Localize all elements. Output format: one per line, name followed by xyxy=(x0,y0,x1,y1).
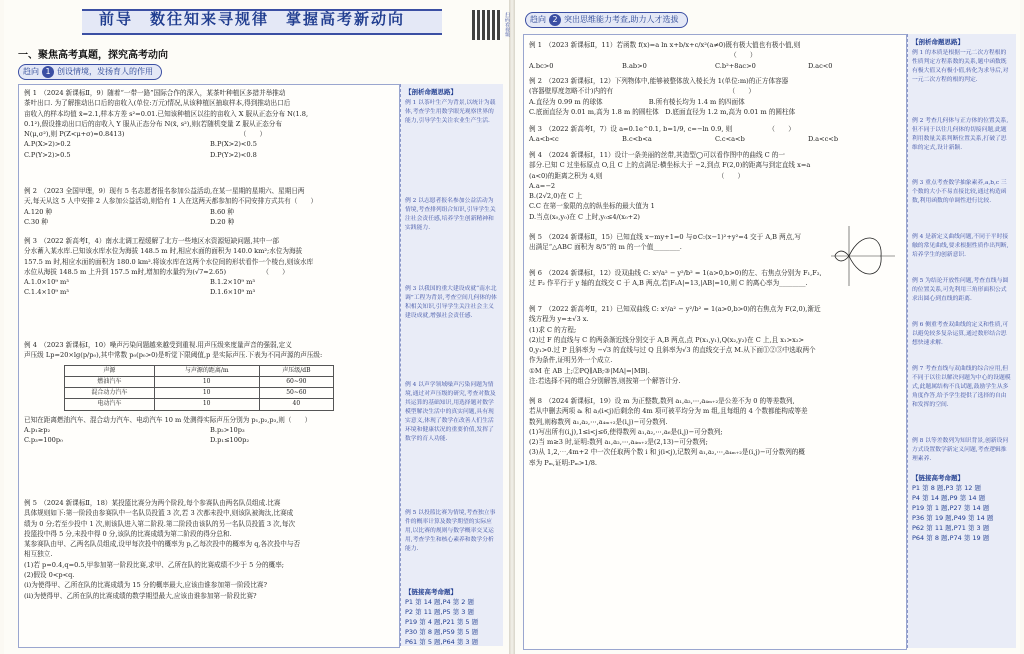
analysis-sidebar xyxy=(907,34,1016,648)
example-1 xyxy=(24,88,396,160)
ex8-line: 若从中删去两项 aᵢ 和 aⱼ(i<j)后剩余的 4m 项可被平均分为 m 组,且每组的 4 个数都能构成等差 xyxy=(529,407,808,416)
ex8-line: 数列,则称数列 a₁,a₂,⋯,a₄ₘ₊₂是(i,j)−可分数列. xyxy=(529,417,668,426)
note-5: 例 5 为结论开放性问题,考查直线与圆的位置关系,可先利用三角形面积公式求出圆心到直线的距离. xyxy=(912,278,1009,302)
ex1-line: N(μ,σ²),则 P(Z<μ+σ)≈0.8413) （ ） xyxy=(24,130,267,139)
option: B.p₂>10p₃ xyxy=(210,426,245,435)
table-cell: 40 xyxy=(259,399,333,410)
link-item[interactable]: P4 第 14 题,P9 第 14 题 xyxy=(912,494,986,502)
option: A.bc>0 xyxy=(529,61,554,70)
link-item[interactable]: P61 第 5 题,P64 第 3 题 xyxy=(405,638,479,646)
ex5-line: 出满足“△ABC 面积为 8/5”的 m 的一个值________. xyxy=(529,243,682,252)
note-4: 例 4 是新定义曲线问题,不同于平时接触的常见曲线,要求根据性质作出判断,培养学生的创新意识. xyxy=(912,234,1009,258)
ex8-line: 例 8 （2024 新课标Ⅰ，19）设 m 为正整数,数列 a₁,a₂,⋯,a₄ₘ₊₂是公差不为 0 的等差数列, xyxy=(529,397,795,405)
ex1-line: （ ） xyxy=(529,51,757,60)
option: D.ac<0 xyxy=(808,61,833,70)
option: B.ab>0 xyxy=(622,61,647,70)
ex7-line: 例 7 （2022 新高考Ⅱ，21）已知双曲线 C: x²/a² − y²/b² = 1(a>0,b>0)的右焦点为 F(2,0),渐近 xyxy=(529,305,821,313)
example-r5 xyxy=(529,232,901,253)
option: C.c<a<b xyxy=(715,135,745,144)
ex4-line: A.a=−2 xyxy=(529,181,556,190)
ex8-line: (2)当 m≥3 时,证明:数列 a₁,a₂,⋯,a₄ₘ₊₂是(2,13)−可分数列; xyxy=(529,438,708,447)
note-3: 例 3 重点考查数学抽象素养,a,b,c 三个数的大小不易直接比较,通过构造函数,利用函数的单调性进行比较. xyxy=(912,180,1007,204)
example-r3 xyxy=(529,124,901,145)
note-4: 例 4 以声学领域噪声污染问题为情境,通过对声压级的研究,考查对数及其运算的基础知识,用选择题对数学模型解决生活中的真实问题,具有现实意义,体现了数学在改善人们生活环境和健康状况的重要价值,发挥了数学的育人功能. xyxy=(405,382,496,442)
link-item[interactable]: P1 第 14 题,P4 第 2 题 xyxy=(405,598,474,606)
ex2-line: 例 2 （2023 新课标Ⅰ，12）下列物体中,能够被整体放入棱长为 1(单位:m)的正方体容器 xyxy=(529,77,789,85)
ex1-options xyxy=(24,139,396,149)
note-1: 例 1 以茶叶生产为背景,以统计为载体,考查学生用数学眼光观察世界的能力,引导学生关注农业生产生活. xyxy=(405,100,496,124)
right-page xyxy=(515,0,1020,654)
ex4-line: 已知在距离燃油汽车、混合动力汽车、电动汽车 10 m 处测得实际声压分别为 p₁,p₂,p₃,则（ ） xyxy=(24,415,312,424)
trend-number: 1 xyxy=(42,66,54,78)
exam-links xyxy=(405,587,499,647)
option: B.1.2×10⁹ m³ xyxy=(210,278,255,287)
table-header: 与声源的距离/m xyxy=(154,365,259,376)
option: D.p₁≤100p₂ xyxy=(210,436,249,445)
option: A.1.0×10⁹ m³ xyxy=(24,278,69,287)
ex1-line: 茶叶出口. 为了解推动出口后的亩收入(单位:万元)情况,从该种植区抽取样本,得到推动出口后 xyxy=(24,99,291,108)
link-item[interactable]: P36 第 19 题,P49 第 14 题 xyxy=(912,514,994,522)
ex3-line: 157.5 m 时,相应水面的面积为 180.0 km².将该水库在这两个水位间的形状看作一个棱台,则该水库 xyxy=(24,257,314,266)
note-7: 例 7 考查直线与双曲线的综合应用,但不同于以往以解决问题为中心的设题模式,此题属结构不良试题,鼓励学生从多角度作答,给予学生提供了选择的自由和发挥的空间. xyxy=(912,366,1011,408)
links-heading: 【链接高考命题】 xyxy=(405,588,457,596)
ex4-line: (a<0)的距离之积为 4,则 （ ） xyxy=(529,171,745,180)
page-header xyxy=(4,0,509,40)
link-item[interactable]: P2 第 11 题,P5 第 3 题 xyxy=(405,608,474,616)
table-cell: 50~60 xyxy=(259,388,333,399)
ex1-options xyxy=(24,150,396,160)
ex4-options xyxy=(24,435,396,445)
ex1-options xyxy=(529,61,901,71)
example-r8 xyxy=(529,396,901,468)
example-4 xyxy=(24,340,396,446)
ex8-line: (3)从 1,2,⋯,4m+2 中一次任取两个数 i 和 j(i<j),记数列 a₁,a₂,⋯,a₄ₘ₊₂是(i,j)−可分数列的概 xyxy=(529,448,805,457)
table-cell: 10 xyxy=(154,388,259,399)
exam-links xyxy=(912,473,1012,543)
ex4-line: B.(2√2,0)在 C 上 xyxy=(529,192,583,201)
example-r6 xyxy=(529,268,901,289)
table-header: 声源 xyxy=(65,365,155,376)
ex4-line: 例 4 （2024 新课标Ⅰ，11）设计一条美丽的丝带,其造型◯可以看作图中的曲线 C 的一 xyxy=(529,151,785,159)
example-r4 xyxy=(529,150,901,222)
ex4-line: 部分.已知 C 过坐标原点 O,且 C 上的点满足:横坐标大于 −2,到点 F(2,0)的距离与到定直线 x=a xyxy=(529,161,811,170)
table-header: 声压级/dB xyxy=(259,365,333,376)
link-item[interactable]: P64 第 8 题,P74 第 19 题 xyxy=(912,534,990,542)
note-2: 例 2 以志愿者报名参加公益活动为情境,考查排列组合知识,引导学生关注社会责任感,培养学生创新精神和实践能力. xyxy=(405,198,496,231)
link-item[interactable]: P30 第 8 题,P59 第 5 题 xyxy=(405,628,479,636)
ex5-line: 相互独立. xyxy=(24,550,53,559)
links-heading: 【链接高考命题】 xyxy=(912,474,964,482)
analysis-sidebar xyxy=(400,84,503,646)
ex5-line: 绩为 0 分;若至少投中 1 次,则该队进入第二阶段.第二阶段由该队的另一名队员投篮 3 次,每次 xyxy=(24,519,296,528)
ex2-options xyxy=(24,217,396,227)
left-page xyxy=(4,0,509,654)
ex3-options xyxy=(529,134,901,144)
table-cell: 10 xyxy=(154,376,259,387)
ex7-line: 作为条件,证明另外一个成立. xyxy=(529,356,613,365)
section-title: 一、聚焦高考真题，探究高考动向 xyxy=(18,50,168,61)
trend-text: 创设情境，发扬育人的作用 xyxy=(57,67,153,76)
ex5-line: 某参赛队由甲、乙两名队员组成,设甲每次投中的概率为 p,乙每次投中的概率为 q,各次投中与否 xyxy=(24,540,301,549)
qr-code-icon[interactable] xyxy=(472,10,502,40)
ex2-line: A.直径为 0.99 m 的球体 B.所有棱长均为 1.4 m 的四面体 xyxy=(529,97,745,106)
note-5: 例 5 以投篮比赛为情境,考查独立事件的概率计算及数学期望的实际应用,以比赛的规则与数学概率交叉运用,考查学生和核心素养和数学分析能力. xyxy=(405,510,496,552)
ex3-line: 例 3 （2022 新高考Ⅰ，4）南水北调工程缓解了北方一些地区水资源短缺问题,其中一部 xyxy=(24,237,279,245)
trend-1-tag xyxy=(18,64,162,80)
option: A.a<b<c xyxy=(529,135,559,144)
sound-level-table xyxy=(64,365,334,411)
ex5-line: (1)若 p=0.4,q=0.5,甲参加第一阶段比赛,求甲、乙所在队的比赛成绩不少于 5 分的概率; xyxy=(24,560,285,569)
table-cell: 10 xyxy=(154,399,259,410)
option: C.p₃=100p₀ xyxy=(24,436,63,445)
option: A.P(X>2)>0.2 xyxy=(24,140,71,149)
ex5-line: (ⅱ)为使得甲、乙所在队的比赛成绩的数学期望最大,应该由谁参加第一阶段比赛? xyxy=(24,591,257,600)
ex1-line: 亩收入的样本均值 x̄=2.1,样本方差 s²=0.01.已知该种植区以往的亩收入 X 服从正态分布 N(1.8, xyxy=(24,109,309,118)
option: D.P(Y>2)<0.8 xyxy=(210,150,257,159)
ex3-line: 分水蓄入某水库.已知该水库水位为海拔 148.5 m 时,相应水面的面积为 140.0 km²;水位为海拔 xyxy=(24,247,303,256)
ex4-line: 声压级 Lp=20×lg(p/p₀),其中常数 p₀(p₀>0)是听觉下限阈值,p 是实际声压.下表为不同声源的声压级: xyxy=(24,351,323,360)
example-r7 xyxy=(529,304,901,386)
page-title: 前导 数往知来寻规律 掌握高考新动向 xyxy=(99,10,406,28)
option: C.30 种 xyxy=(24,217,48,226)
ex5-line: 具体规则如下:第一阶段由参赛队中一名队员投篮 3 次,若 3 次都未投中,则该队被淘汰,比赛成 xyxy=(24,509,294,518)
ex7-line: ①M 在 AB 上;②PQ∥AB;③|MA|=|MB|. xyxy=(529,366,650,375)
example-2 xyxy=(24,186,396,227)
option: C.b²+8ac>0 xyxy=(715,61,756,70)
ex4-line: C.C 在第一象限的点的纵坐标的最大值为 1 xyxy=(529,202,655,211)
ex6-line: 过 F₂ 作平行于 y 轴的直线交 C 于 A,B 两点,若|F₁A|=13,|AB|=10,则 C 的离心率为________. xyxy=(529,279,808,288)
option: D.a<c<b xyxy=(808,135,839,144)
example-3 xyxy=(24,236,396,298)
option: D.20 种 xyxy=(210,217,235,226)
ex3-options xyxy=(24,287,396,297)
ex2-line: C.底面直径为 0.01 m,高为 1.8 m 的圆柱体 D.底面直径为 1.2 m,高为 0.01 m 的圆柱体 xyxy=(529,107,796,116)
ex8-line: 率为 Pₘ,证明:Pₘ>1/8. xyxy=(529,458,597,467)
ex1-line: 例 1 （2024 新课标Ⅱ，9）随着“一带一路”国际合作的深入，某茶叶种植区多措并举推动 xyxy=(24,89,286,97)
ex2-line: (容器壁厚度忽略不计)内的有 （ ） xyxy=(529,87,756,96)
link-item[interactable]: P19 第 1 题,P27 第 14 题 xyxy=(912,504,990,512)
trend-2-tag xyxy=(525,12,688,28)
table-row xyxy=(65,388,334,399)
ex3-line: 例 3 （2022 新高考Ⅰ，7）设 a=0.1e^0.1, b=1/9, c=−ln 0.9, 则 （ ） xyxy=(529,125,795,133)
note-1: 例 1 的本质是根据一元二次方程根的性质判定方程系数的关系,题中函数既有极大值又有极小值,转化为求导后,对一元二次方程的根的判定. xyxy=(912,50,1009,83)
ex7-line: (1)求 C 的方程; xyxy=(529,325,577,334)
option: B.60 种 xyxy=(210,207,235,216)
ex4-line: D.当点(x₀,y₀)在 C 上时,y₀≤4/(x₀+2) xyxy=(529,212,640,221)
option: C.1.4×10⁹ m³ xyxy=(24,288,69,297)
example-r2 xyxy=(529,76,901,117)
ex1-line: 例 1 （2023 新课标Ⅱ，11）若函数 f(x)=a ln x+b/x+c/x²(a≠0)既有极大值也有极小值,则 xyxy=(529,41,801,49)
ex1-line: 0.1²),假设推动出口后的亩收入 Y 服从正态分布 N(x̄, s²),则(若随机变量 Z 服从正态分布 xyxy=(24,119,282,128)
option: C.P(Y>2)>0.5 xyxy=(24,150,71,159)
table-cell: 燃油汽车 xyxy=(65,376,155,387)
trend-label: 趋向 xyxy=(23,67,39,76)
ex2-line: 天,每天从这 5 人中安排 2 人参加公益活动,则恰有 1 人在这两天都参加的不同安排方式共有（ ） xyxy=(24,197,318,206)
example-5 xyxy=(24,498,396,601)
ex2-options xyxy=(24,207,396,217)
ex5-line: (ⅰ)为使得甲、乙所在队的比赛成绩为 15 分的概率最大,应该由谁参加第一阶段比赛? xyxy=(24,581,268,590)
table-row xyxy=(65,376,334,387)
ex5-line: 例 5 （2024 新课标Ⅱ，18）某投篮比赛分为两个阶段,每个参赛队由两名队员组成.比赛 xyxy=(24,499,281,507)
note-2: 例 2 考查几何体与正方体的位置关系,但不同于以往几何体的切接问题,此题利用数量关系判断位置关系,打破了思维的定式,设计新颖. xyxy=(912,118,1009,151)
note-8: 例 8 以等差数列为知识背景,创新设问方式设置数学新定义问题,考查逻辑推理素养. xyxy=(912,438,1009,462)
ex6-line: 例 6 （2024 新课标Ⅰ，12）设双曲线 C: x²/a² − y²/b² = 1(a>0,b>0)的左、右焦点分别为 F₁,F₂, xyxy=(529,269,822,277)
option: B.P(X>2)<0.5 xyxy=(210,140,257,149)
qr-caption: 扫码看视频 xyxy=(504,12,510,37)
trend-number: 2 xyxy=(549,14,561,26)
ex4-line: 例 4 （2023 新课标Ⅰ，10）噪声污染问题越来越受到重视.用声压级来度量声音的强弱,定义 xyxy=(24,341,292,349)
trend-label: 趋向 xyxy=(530,15,546,24)
sidebar-heading: 【剖析命题思路】 xyxy=(405,88,457,96)
ex7-line: (2)过 F 的直线与 C 的两条渐近线分别交于 A,B 两点,点 P(x₁,y₁),Q(x₂,y₂)在 C 上,且 x₁>x₂> xyxy=(529,335,804,344)
ex5-line: 例 5 （2024 新课标Ⅱ，15）已知直线 x−my+1=0 与⊙C:(x−1)²+y²=4 交于 A,B 两点,写 xyxy=(529,233,801,241)
option: D.1.6×10⁹ m³ xyxy=(210,288,256,297)
table-row xyxy=(65,399,334,410)
table-cell: 60~90 xyxy=(259,376,333,387)
option: B.c<b<a xyxy=(622,135,652,144)
table-cell: 电动汽车 xyxy=(65,399,155,410)
table-header-row xyxy=(65,365,334,376)
link-item[interactable]: P19 第 4 题,P21 第 5 题 xyxy=(405,618,479,626)
option: A.p₁≥p₂ xyxy=(24,426,51,435)
ex7-line: 注:若选择不同的组合分别解答,则按第一个解答计分. xyxy=(529,377,681,386)
ex3-line: 水位从海拔 148.5 m 上升到 157.5 m时,增加的水量约为(√7≈2.65) （ ） xyxy=(24,267,289,276)
table-cell: 混合动力汽车 xyxy=(65,388,155,399)
note-6: 例 6 侧重考查双曲线的定义和性质,可以避免较多复杂运算,通过数形结合思想快速求解. xyxy=(912,322,1009,346)
trend-text: 突出思维能力考查,助力人才选拔 xyxy=(564,15,679,24)
ex5-line: 投篮投中得 5 分,未投中得 0 分,该队的比赛成绩为第二阶段的得分总和. xyxy=(24,529,232,538)
ex4-options xyxy=(24,425,396,435)
example-r1 xyxy=(529,40,901,71)
ex8-line: (1)写出所有(i,j),1≤i<j≤6,使得数列 a₁,a₂,⋯,a₆是(i,j)−可分数列; xyxy=(529,427,723,436)
link-item[interactable]: P1 第 8 题,P3 第 12 题 xyxy=(912,484,981,492)
note-3: 例 3 以我国的重大建设成就“南水北调”工程为背景,考查空间几何体的体积相关知识,引导学生关注社会主义建设成就,增强社会责任感. xyxy=(405,286,497,319)
ex2-line: 例 2 （2023 全国甲理，9）现有 5 名志愿者报名参加公益活动,在某一星期的星期六、星期日两 xyxy=(24,187,305,195)
ex3-options xyxy=(24,277,396,287)
link-item[interactable]: P62 第 11 题,P71 第 3 题 xyxy=(912,524,990,532)
sidebar-heading: 【剖析命题思路】 xyxy=(912,38,964,46)
ex7-line: 线方程为 y=±√3 x. xyxy=(529,315,589,324)
option: A.120 种 xyxy=(24,207,53,216)
ex7-line: 0,y₁>0.过 P 且斜率为 −√3 的直线与过 Q 且斜率为√3 的直线交于点 M.从下面①②③中选取两个 xyxy=(529,346,816,355)
ex5-line: (2)假设 0<p<q. xyxy=(24,571,75,580)
